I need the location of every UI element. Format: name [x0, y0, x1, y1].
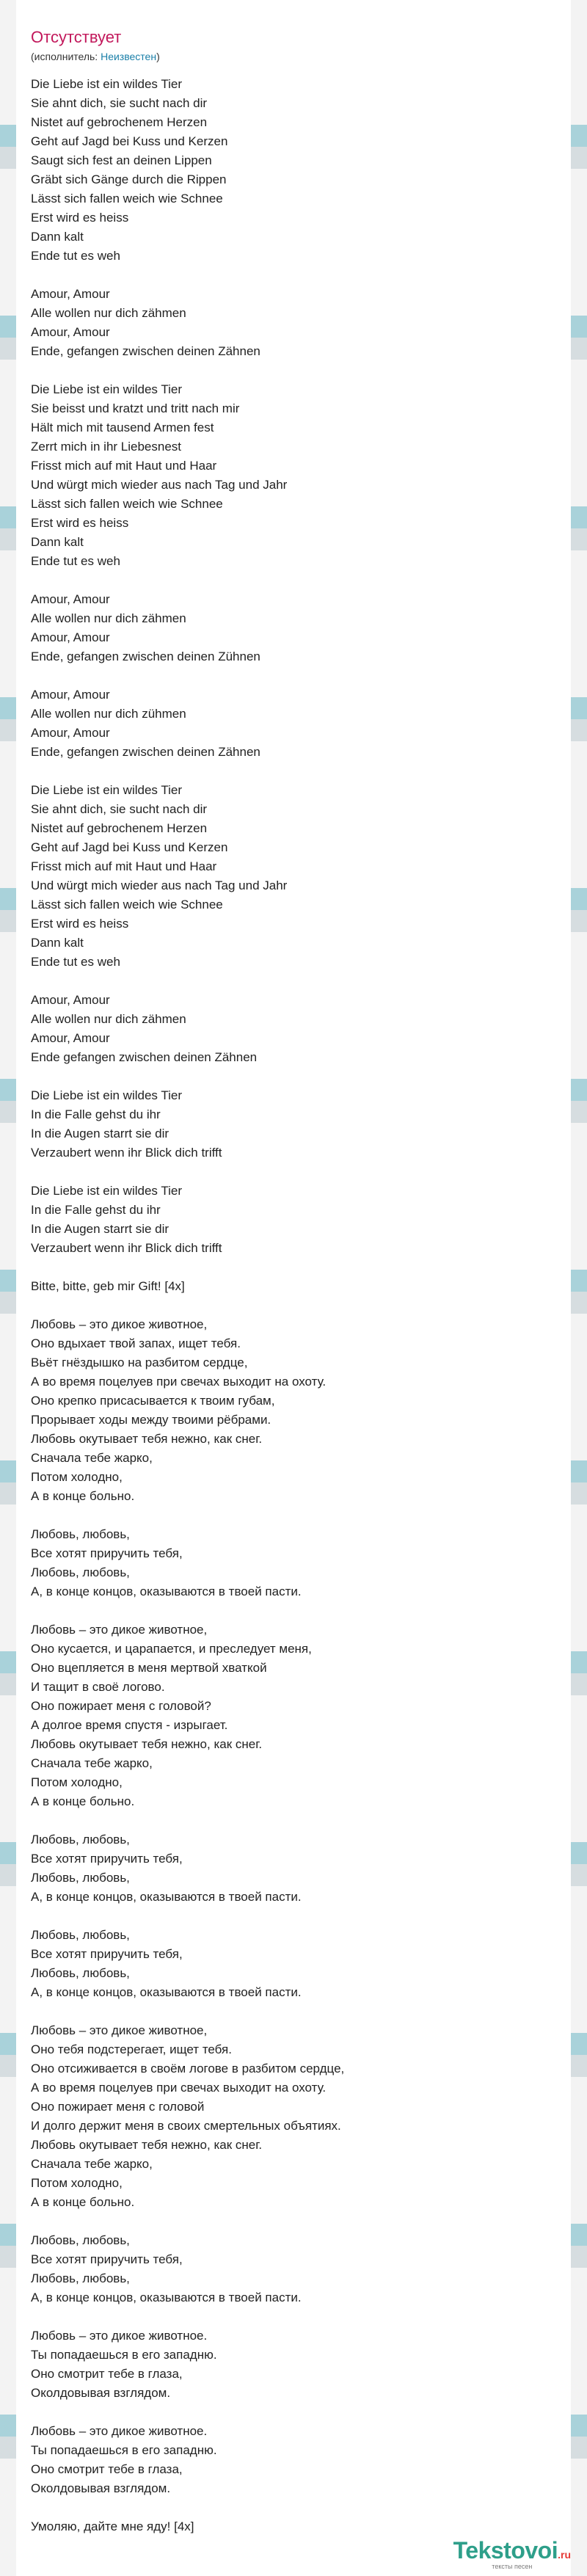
- lyric-line: Amour, Amour: [31, 325, 110, 339]
- lyrics-stanza: [31, 1277, 571, 1296]
- song-header: [16, 0, 571, 63]
- lyric-line: Любовь, любовь,: [31, 1966, 130, 1980]
- lyric-line: А долгое время спустя - изрыгает.: [31, 1718, 228, 1732]
- lyric-line: Und würgt mich wieder aus nach Tag und Jahr: [31, 878, 288, 892]
- lyric-line: Оно смотрит тебе в глаза,: [31, 2462, 183, 2476]
- lyric-line: Околдовывая взглядом.: [31, 2386, 171, 2400]
- lyric-line: Оно кусается, и царапается, и преследует меня,: [31, 1642, 312, 1656]
- artist-suffix: ): [156, 51, 160, 62]
- lyric-line: Ты попадаешься в его западню.: [31, 2348, 217, 2362]
- lyric-line: Вьёт гнёздышко на разбитом сердце,: [31, 1356, 248, 1369]
- lyric-line: Erst wird es heiss: [31, 917, 129, 931]
- lyric-line: Сначала тебе жарко,: [31, 1451, 153, 1465]
- lyrics-stanza: [31, 1926, 571, 2002]
- lyric-line: А в конце больно.: [31, 1489, 135, 1503]
- lyrics-stanza: [31, 380, 571, 571]
- lyric-line: In die Falle gehst du ihr: [31, 1203, 161, 1217]
- lyric-line: Und würgt mich wieder aus nach Tag und Jahr: [31, 478, 288, 492]
- left-background-stripes: [0, 0, 16, 2576]
- lyric-line: Saugt sich fest an deinen Lippen: [31, 153, 212, 167]
- artist-link[interactable]: Неизвестен: [101, 51, 157, 62]
- right-background-stripes: [571, 0, 587, 2576]
- lyric-line: Ende, gefangen zwischen deinen Zähnen: [31, 745, 260, 759]
- lyric-line: Все хотят приручить тебя,: [31, 1546, 183, 1560]
- lyric-line: Die Liebe ist ein wildes Tier: [31, 77, 182, 91]
- artist-line: [31, 50, 571, 63]
- lyric-line: Bitte, bitte, geb mir Gift! [4x]: [31, 1279, 185, 1293]
- lyric-line: Gräbt sich Gänge durch die Rippen: [31, 172, 227, 186]
- lyrics-stanza: [31, 685, 571, 762]
- lyric-line: Сначала тебе жарко,: [31, 1756, 153, 1770]
- lyric-line: Nistet auf gebrochenem Herzen: [31, 115, 208, 129]
- lyric-line: Потом холодно,: [31, 2176, 123, 2190]
- lyric-line: Оно вцепляется в меня мертвой хваткой: [31, 1661, 267, 1675]
- lyric-line: Ende gefangen zwischen deinen Zähnen: [31, 1050, 258, 1064]
- lyric-line: Ende, gefangen zwischen deinen Zühnen: [31, 650, 260, 663]
- lyric-line: Ende tut es weh: [31, 249, 120, 263]
- lyric-line: Все хотят приручить тебя,: [31, 2252, 183, 2266]
- lyrics-stanza: [31, 2021, 571, 2212]
- lyric-line: Любовь – это дикое животное,: [31, 1317, 208, 1331]
- lyric-line: Любовь окутывает тебя нежно, как снег.: [31, 1432, 263, 1446]
- lyric-line: А в конце больно.: [31, 2195, 135, 2209]
- lyrics-page: [16, 0, 571, 2576]
- lyric-line: А, в конце концов, оказываются в твоей пасти.: [31, 1584, 302, 1598]
- lyric-line: Оно пожирает меня с головой: [31, 2100, 205, 2114]
- lyric-line: Любовь, любовь,: [31, 1527, 130, 1541]
- lyrics-stanza: [31, 991, 571, 1067]
- lyric-line: Любовь, любовь,: [31, 1928, 130, 1942]
- artist-prefix: (исполнитель:: [31, 51, 101, 62]
- logo-tagline: тексты песен: [492, 2563, 533, 2570]
- lyric-line: Sie ahnt dich, sie sucht nach dir: [31, 802, 208, 816]
- lyric-line: Dann kalt: [31, 936, 84, 950]
- lyric-line: Ende, gefangen zwischen deinen Zähnen: [31, 344, 260, 358]
- lyric-line: А во время поцелуев при свечах выходит на охоту.: [31, 2081, 327, 2095]
- lyrics-stanza: [31, 75, 571, 266]
- lyric-line: Hält mich mit tausend Armen fest: [31, 421, 214, 434]
- lyric-line: Die Liebe ist ein wildes Tier: [31, 1088, 182, 1102]
- lyric-line: Amour, Amour: [31, 993, 110, 1007]
- lyric-line: Все хотят приручить тебя,: [31, 1852, 183, 1866]
- lyric-line: In die Augen starrt sie dir: [31, 1127, 169, 1140]
- lyrics-stanza: [31, 1086, 571, 1163]
- lyrics-stanza: [31, 590, 571, 666]
- logo-text: Tekstovoi: [453, 2537, 558, 2564]
- lyric-line: Оно тебя подстерегает, ищет тебя.: [31, 2042, 232, 2056]
- lyric-line: Оно смотрит тебе в глаза,: [31, 2367, 183, 2381]
- lyrics-stanza: [31, 2231, 571, 2307]
- lyric-line: Lässt sich fallen weich wie Schnee: [31, 898, 223, 912]
- lyric-line: In die Augen starrt sie dir: [31, 1222, 169, 1236]
- lyric-line: Любовь окутывает тебя нежно, как снег.: [31, 1737, 263, 1751]
- lyric-line: Amour, Amour: [31, 592, 110, 606]
- lyric-line: А, в конце концов, оказываются в твоей пасти.: [31, 2291, 302, 2304]
- lyric-line: Любовь – это дикое животное.: [31, 2329, 208, 2343]
- lyric-line: Любовь, любовь,: [31, 2233, 130, 2247]
- lyric-line: Amour, Amour: [31, 630, 110, 644]
- lyric-line: А во время поцелуев при свечах выходит на охоту.: [31, 1375, 327, 1389]
- lyrics-stanza: [31, 1315, 571, 1506]
- lyric-line: Ende tut es weh: [31, 554, 120, 568]
- lyric-line: Amour, Amour: [31, 287, 110, 301]
- lyric-line: Amour, Amour: [31, 688, 110, 702]
- lyric-line: Sie beisst und kratzt und tritt nach mir: [31, 401, 240, 415]
- lyric-line: Оно вдыхает твой запах, ищет тебя.: [31, 1336, 241, 1350]
- lyric-line: Dann kalt: [31, 535, 84, 549]
- lyric-line: Оно отсиживается в своём логове в разбитом сердце,: [31, 2062, 345, 2075]
- lyrics-stanza: [31, 1620, 571, 1811]
- lyric-line: Alle wollen nur dich zähmen: [31, 611, 186, 625]
- lyric-line: Geht auf Jagd bei Kuss und Kerzen: [31, 840, 228, 854]
- lyric-line: Alle wollen nur dich zähmen: [31, 1012, 186, 1026]
- lyric-line: Verzaubert wenn ihr Blick dich trifft: [31, 1241, 222, 1255]
- lyrics-stanza: [31, 2326, 571, 2403]
- lyric-line: Умоляю, дайте мне яду! [4x]: [31, 2519, 194, 2533]
- site-logo[interactable]: [453, 2538, 571, 2570]
- lyric-line: Любовь окутывает тебя нежно, как снег.: [31, 2138, 263, 2152]
- lyric-line: Любовь, любовь,: [31, 1871, 130, 1885]
- lyric-line: А в конце больно.: [31, 1794, 135, 1808]
- lyrics-body: [16, 63, 571, 2536]
- lyric-line: Любовь – это дикое животное.: [31, 2424, 208, 2438]
- lyric-line: Оно пожирает меня с головой?: [31, 1699, 211, 1713]
- lyric-line: Прорывает ходы между твоими рёбрами.: [31, 1413, 271, 1427]
- lyric-line: Любовь, любовь,: [31, 1833, 130, 1847]
- lyrics-stanza: [31, 781, 571, 972]
- lyric-line: Nistet auf gebrochenem Herzen: [31, 821, 208, 835]
- lyric-line: Die Liebe ist ein wildes Tier: [31, 1184, 182, 1198]
- lyrics-stanza: [31, 2517, 571, 2536]
- lyric-line: Die Liebe ist ein wildes Tier: [31, 382, 182, 396]
- lyric-line: Потом холодно,: [31, 1775, 123, 1789]
- lyric-line: А, в конце концов, оказываются в твоей пасти.: [31, 1985, 302, 1999]
- lyric-line: Sie ahnt dich, sie sucht nach dir: [31, 96, 208, 110]
- lyric-line: Lässt sich fallen weich wie Schnee: [31, 192, 223, 205]
- lyric-line: Erst wird es heiss: [31, 211, 129, 225]
- lyric-line: Geht auf Jagd bei Kuss und Kerzen: [31, 134, 228, 148]
- lyric-line: Lässt sich fallen weich wie Schnee: [31, 497, 223, 511]
- lyric-line: Ты попадаешься в его западню.: [31, 2443, 217, 2457]
- lyric-line: Verzaubert wenn ihr Blick dich trifft: [31, 1146, 222, 1160]
- lyric-line: Ende tut es weh: [31, 955, 120, 969]
- lyric-line: Alle wollen nur dich zähmen: [31, 306, 186, 320]
- lyrics-stanza: [31, 2422, 571, 2498]
- song-title: Отсутствует: [31, 28, 122, 46]
- lyric-line: Потом холодно,: [31, 1470, 123, 1484]
- lyric-line: Околдовывая взглядом.: [31, 2481, 171, 2495]
- lyric-line: Erst wird es heiss: [31, 516, 129, 530]
- lyric-line: А, в конце концов, оказываются в твоей пасти.: [31, 1890, 302, 1904]
- lyrics-stanza: [31, 1525, 571, 1601]
- lyric-line: Любовь, любовь,: [31, 2271, 130, 2285]
- lyric-line: Frisst mich auf mit Haut und Haar: [31, 459, 217, 473]
- lyric-line: Amour, Amour: [31, 726, 110, 740]
- lyric-line: И тащит в своё логово.: [31, 1680, 165, 1694]
- lyric-line: Сначала тебе жарко,: [31, 2157, 153, 2171]
- lyric-line: Оно крепко присасывается к твоим губам,: [31, 1394, 275, 1408]
- lyric-line: In die Falle gehst du ihr: [31, 1107, 161, 1121]
- lyric-line: Amour, Amour: [31, 1031, 110, 1045]
- lyric-line: Alle wollen nur dich zühmen: [31, 707, 186, 721]
- lyrics-stanza: [31, 1830, 571, 1907]
- lyric-line: Любовь – это дикое животное,: [31, 1623, 208, 1637]
- lyric-line: Die Liebe ist ein wildes Tier: [31, 783, 182, 797]
- lyric-line: Все хотят приручить тебя,: [31, 1947, 183, 1961]
- logo-tld: .ru: [558, 2549, 571, 2561]
- lyrics-stanza: [31, 285, 571, 361]
- lyrics-stanza: [31, 1182, 571, 1258]
- lyric-line: Zerrt mich in ihr Liebesnest: [31, 440, 182, 454]
- lyric-line: И долго держит меня в своих смертельных объятиях.: [31, 2119, 341, 2133]
- lyric-line: Frisst mich auf mit Haut und Haar: [31, 859, 217, 873]
- lyric-line: Любовь, любовь,: [31, 1565, 130, 1579]
- lyric-line: Dann kalt: [31, 230, 84, 244]
- lyric-line: Любовь – это дикое животное,: [31, 2023, 208, 2037]
